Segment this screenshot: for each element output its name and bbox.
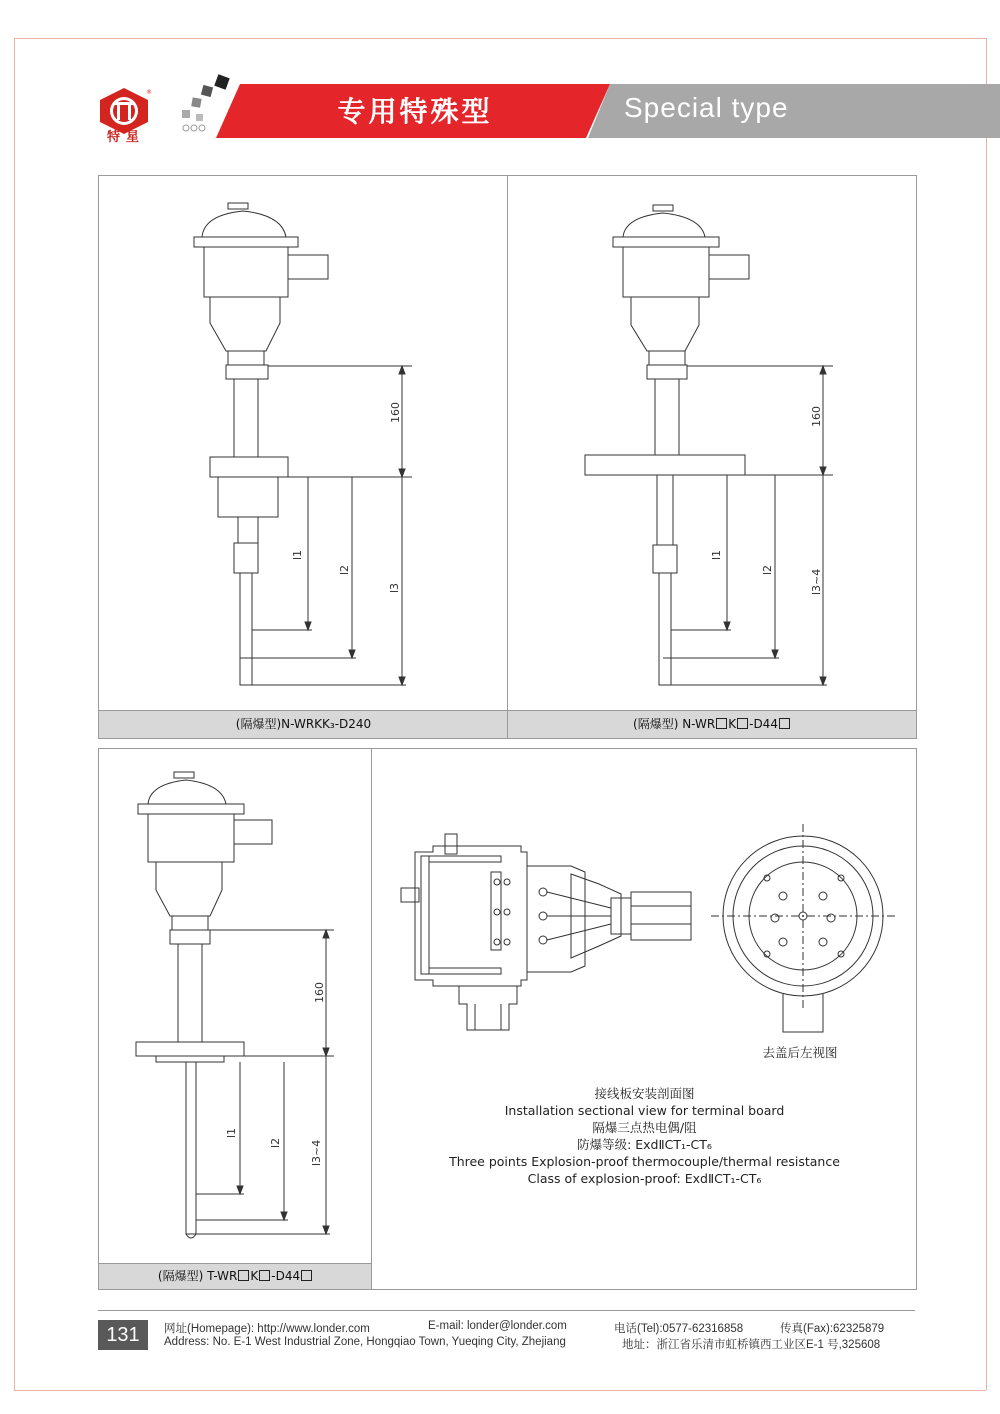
- dim-label-160: 160: [810, 406, 823, 427]
- page-title-en: Special type: [624, 92, 789, 123]
- dim-label-l3: l3: [388, 582, 401, 593]
- footer-tel: 电话(Tel):0577-62316858: [614, 1323, 744, 1335]
- panel-1-dim-labels: [98, 175, 507, 709]
- dim-label-l1: l1: [291, 549, 304, 560]
- panel-2-caption-mid2: -D44: [749, 717, 778, 731]
- panel-3-caption-mid1: K: [250, 1269, 259, 1283]
- dim-label-l2: l2: [761, 564, 774, 575]
- page-border-top: [14, 38, 986, 39]
- product-name-cn: 隔爆三点热电偶/阻: [592, 1120, 697, 1135]
- footer-address-cn: 地址：浙江省乐清市虹桥镇西工业区E-1 号,325608: [622, 1339, 881, 1351]
- footer-rule: [98, 1310, 915, 1311]
- page-border-bottom: [14, 1390, 986, 1391]
- page-title-cn: 专用特殊型: [337, 95, 493, 128]
- page-border-left: [14, 38, 15, 1390]
- dim-label-l2: l2: [269, 1137, 282, 1148]
- panel-2-caption-prefix: (隔爆型) N-WR: [633, 717, 716, 731]
- panel-1-caption: [99, 710, 508, 738]
- placeholder-box-icon: [238, 1270, 249, 1281]
- footer-address-en: Address: No. E-1 West Industrial Zone, Hongqiao Town, Yueqing City, Zhejiang: [164, 1336, 566, 1348]
- logo-text: 特星: [106, 130, 145, 145]
- placeholder-box-icon: [716, 718, 727, 729]
- svg-text:®: ®: [146, 89, 152, 96]
- footer-email: E-mail: londer@londer.com: [428, 1320, 567, 1332]
- dim-label-l3-4: l3~4: [810, 568, 823, 595]
- explosion-class-cn: 防爆等级: ExdⅡCT₁-CT₆: [577, 1137, 712, 1152]
- footer-homepage: 网址(Homepage): http://www.londer.com: [164, 1323, 370, 1335]
- placeholder-box-icon: [737, 718, 748, 729]
- placeholder-box-icon: [779, 718, 790, 729]
- panel-3-caption-mid2: -D44: [271, 1269, 301, 1283]
- panel-2-caption: [508, 710, 916, 738]
- panel-3-caption-prefix: (隔爆型) T-WR: [157, 1269, 238, 1283]
- left-view-label: 去盖后左视图: [762, 1045, 838, 1060]
- dim-label-l1: l1: [225, 1127, 238, 1138]
- dim-label-l1: l1: [710, 549, 723, 560]
- panel-2-caption-mid1: K: [728, 717, 737, 731]
- panel-3-caption: [99, 1263, 372, 1289]
- panel-3-dim-labels: [98, 748, 371, 1262]
- placeholder-box-icon: [301, 1270, 312, 1281]
- placeholder-box-icon: [259, 1270, 270, 1281]
- page-number: 131: [98, 1320, 148, 1350]
- product-name-en: Three points Explosion-proof thermocouple/thermal resistance: [449, 1154, 840, 1169]
- dim-label-160: 160: [389, 402, 402, 423]
- terminal-board-section-drawing: [371, 748, 915, 1048]
- section-title-en: Installation sectional view for terminal board: [504, 1103, 785, 1118]
- page-border-right: [986, 38, 987, 1390]
- dim-label-l2: l2: [338, 564, 351, 575]
- footer-fax: 传真(Fax):62325879: [780, 1323, 885, 1335]
- dim-label-160: 160: [313, 982, 326, 1003]
- explosion-class-en: Class of explosion-proof: ExdⅡCT₁-CT₆: [527, 1171, 762, 1186]
- section-title-cn: 接线板安装剖面图: [594, 1086, 695, 1101]
- panel-2-dim-labels: [507, 175, 915, 709]
- dim-label-l3-4: l3~4: [310, 1139, 323, 1166]
- panel-1-caption-text: (隔爆型)N-WRKK₃-D240: [235, 717, 372, 731]
